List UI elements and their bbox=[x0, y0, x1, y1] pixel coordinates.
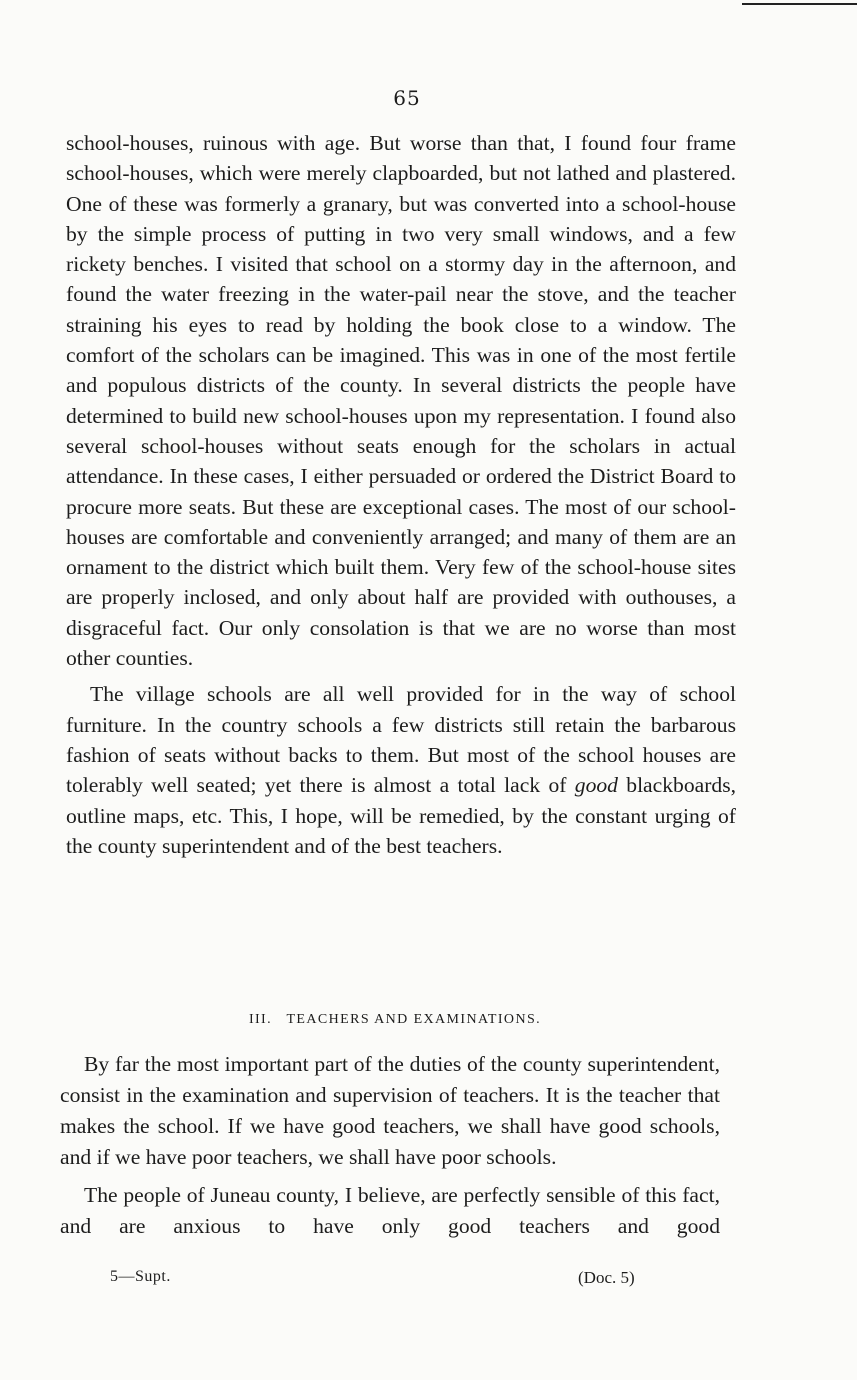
paragraph-juneau-county: The people of Juneau county, I believe, are perfectly sensible of this fact, and are anxious to have only good teachers and good bbox=[60, 1183, 720, 1238]
section-body bbox=[60, 1049, 720, 1242]
section-heading: III. TEACHERS AND EXAMINATIONS. bbox=[248, 1012, 542, 1027]
paragraph-school-houses: school-houses, ruinous with age. But worse than that, I found four frame school-houses, which were merely clapboarded, but not lathed and plastered. One of these was formerly a granary, but was converted into a school-house by the simple process of putting in two very small windows, and a few rickety benches. I visited that school on a stormy day in the afternoon, and found the water freezing in the water-pail near the stove, and the teacher straining his eyes to read by holding the book close to a window. The comfort of the scholars can be imagined. This was in one of the most fertile and populous districts of the county. In several districts the people have determined to build new school-houses upon my representation. I found also several school-houses without seats enough for the scholars in actual attendance. In these cases, I either persuaded or ordered the District Board to procure more seats. But these are exceptional cases. The most of our school-houses are comfortable and conveniently arranged; and many of them are an ornament to the district which built them. Very few of the school-house sites are properly inclosed, and only about half are provided with outhouses, a disgraceful fact. Our only consolation is that we are no worse than most other counties. bbox=[66, 131, 736, 671]
footer-doc-number: (Doc. 5) bbox=[578, 1268, 635, 1287]
paragraph-teachers: By far the most important part of the duties of the county superintendent, consist in the examination and supervision of teachers. It is the teacher that makes the school. If we have good teachers, we shall have good schools, and if we have poor teachers, we shall have poor schools. bbox=[60, 1052, 720, 1169]
page-number: 65 bbox=[393, 86, 421, 110]
italic-word: good bbox=[574, 773, 618, 798]
top-rule bbox=[742, 3, 857, 5]
body-text bbox=[66, 128, 736, 861]
paragraph-text: blackboards, outline maps, etc. This, I hope, will be remedied, by the constant urging of the county superintendent and of the best teachers. bbox=[66, 773, 736, 858]
paragraph-text: The village schools are all well provided for in the way of school furniture. In the country schools a few districts still retain the barbarous fashion of seats without backs to them. But most of the school houses are tolerably well seated; yet there is almost a total lack of bbox=[66, 682, 736, 798]
paragraph-village-schools bbox=[66, 679, 736, 861]
footer-signature: 5—Supt. bbox=[110, 1268, 171, 1285]
